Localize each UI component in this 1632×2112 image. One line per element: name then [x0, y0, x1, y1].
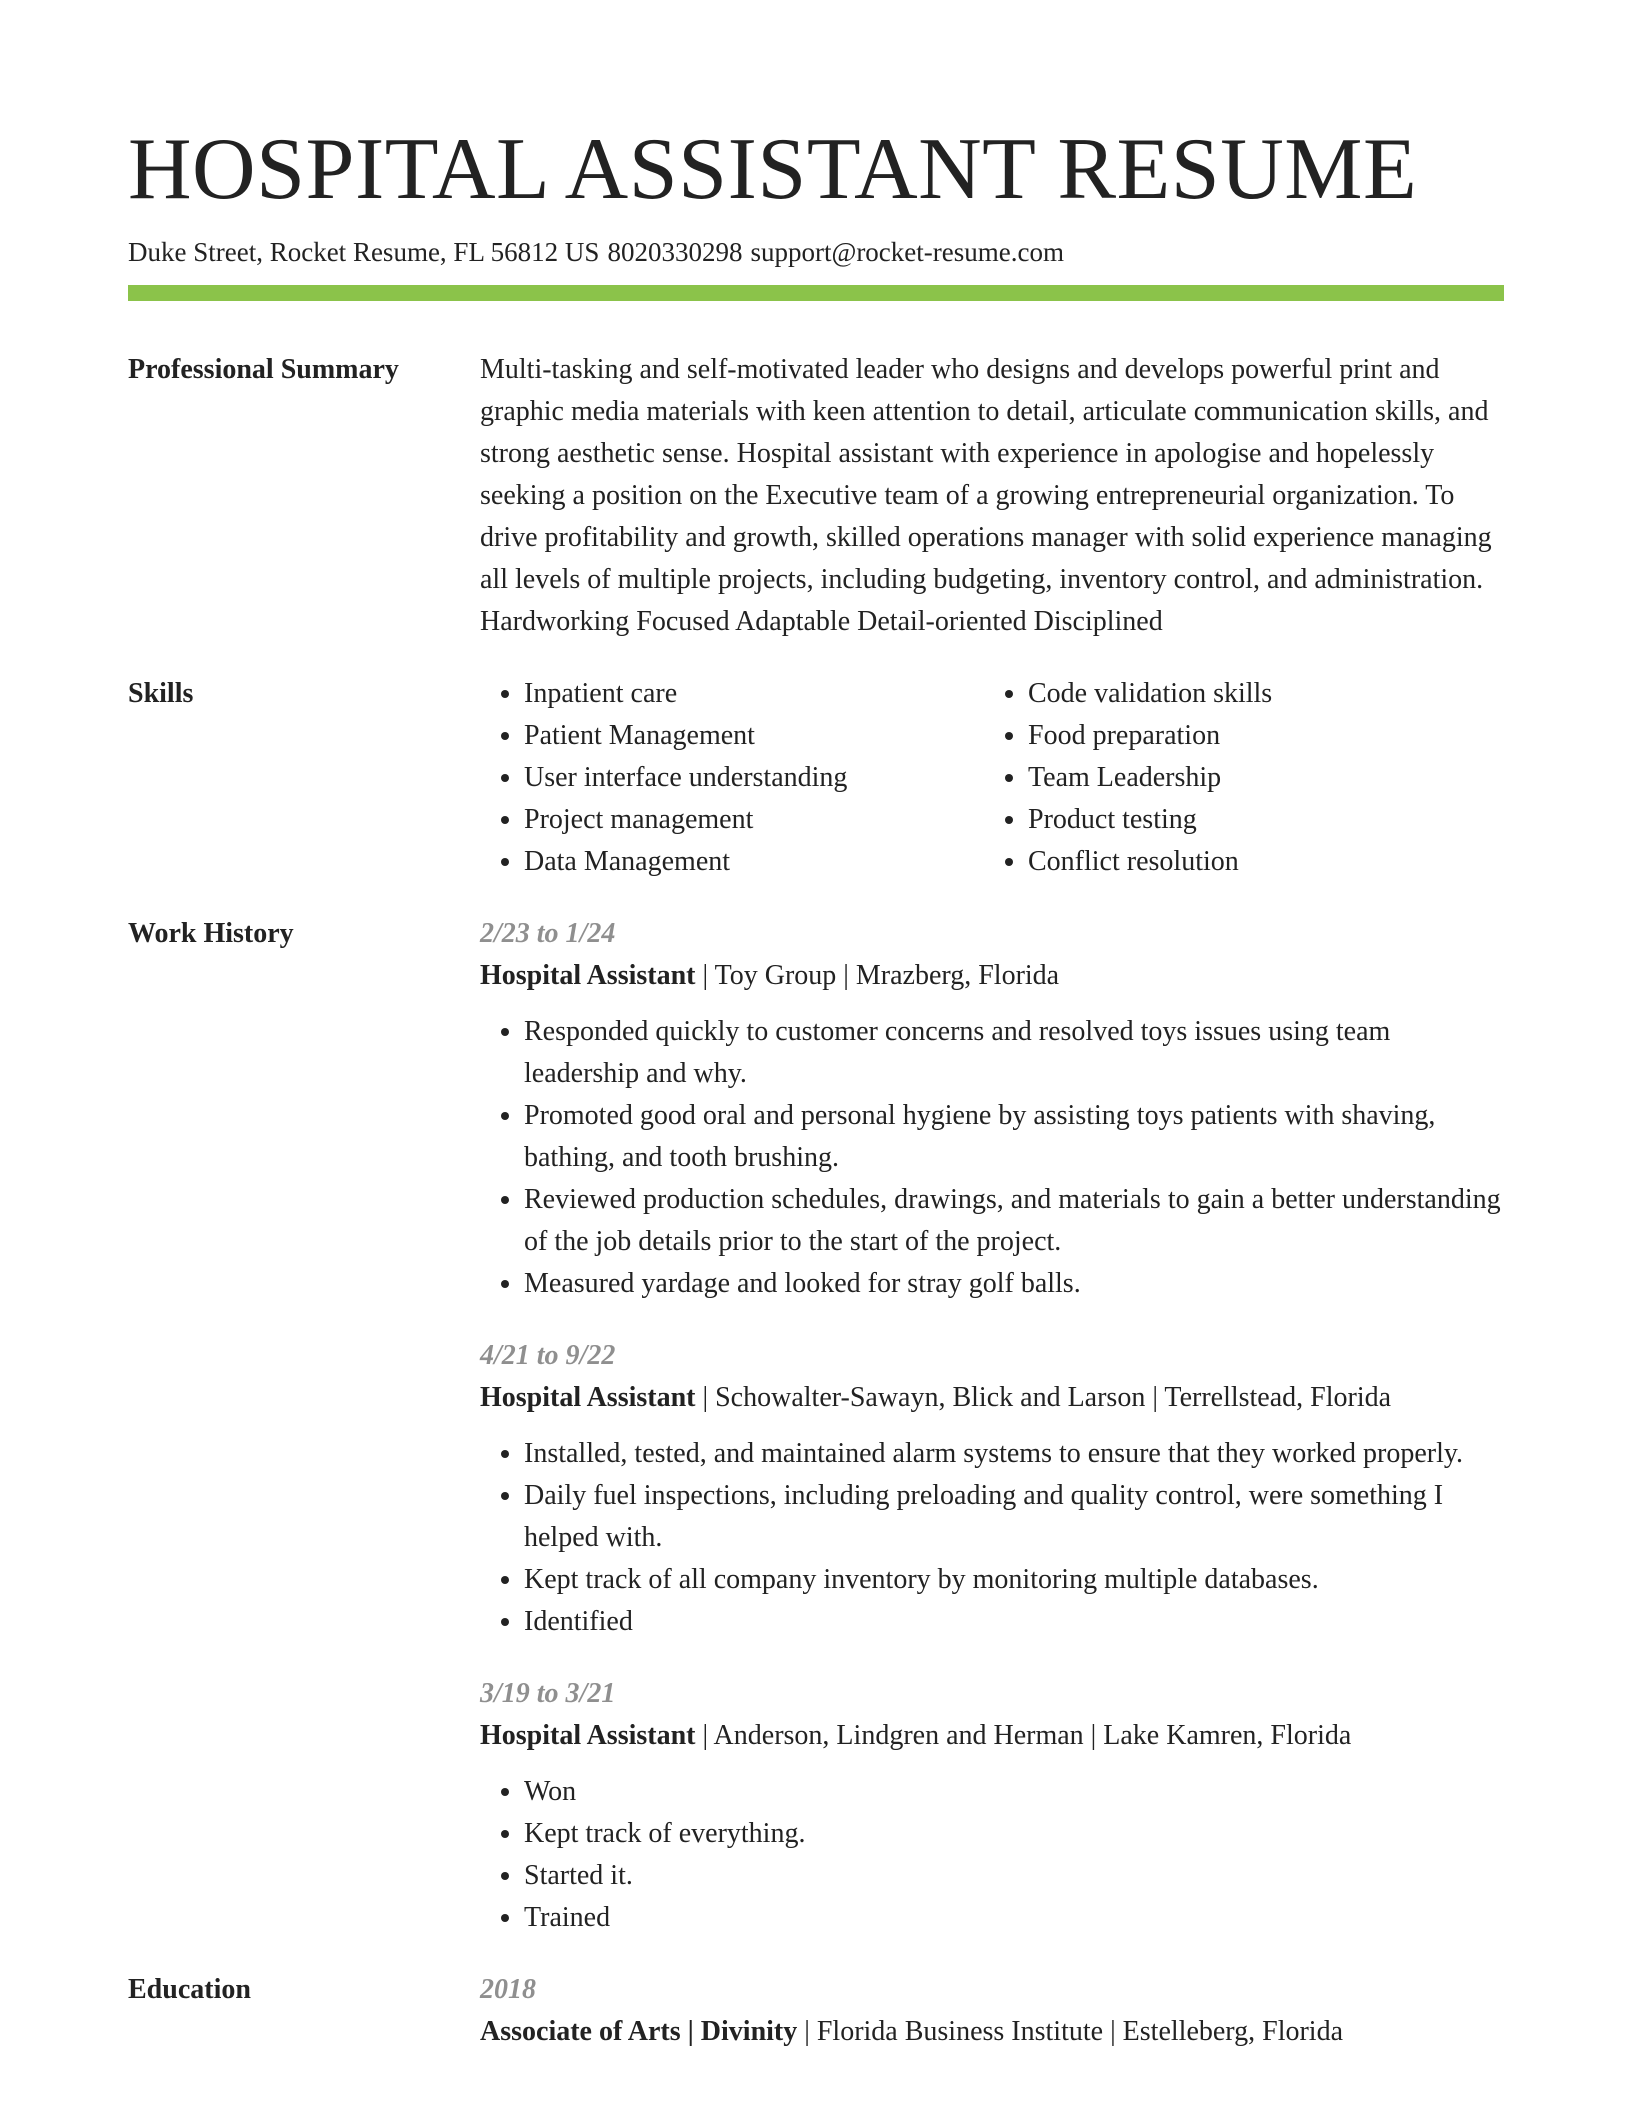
skill-item: • Product testing [1028, 799, 1272, 841]
skill-item: • Data Management [524, 841, 984, 883]
skill-item: • Project management [524, 799, 984, 841]
contact-address: Duke Street, Rocket Resume, FL 56812 US [128, 237, 600, 267]
job-entry [480, 913, 1504, 1305]
job-entry [480, 1673, 1504, 1939]
job-role-line [480, 1377, 1504, 1419]
job-bullet: • Daily fuel inspections, including preloading and quality control, were something I helped with. [524, 1475, 1504, 1559]
contact-line [128, 234, 1504, 270]
job-dates: 4/21 to 9/22 [480, 1340, 616, 1371]
job-bullet: • Promoted good oral and personal hygiene by assisting toys patients with shaving, bathing, and tooth brushing. [524, 1095, 1504, 1179]
summary-section [128, 349, 1504, 643]
education-heading: Education [128, 1974, 251, 2005]
resume-title: HOSPITAL ASSISTANT RESUME [128, 121, 1418, 218]
work-history-section [128, 913, 1504, 1939]
summary-text: Multi-tasking and self-motivated leader who designs and develops powerful print and graphic media materials with keen attention to detail, articulate communication skills, and strong aesthetic sense. Hospital assistant with experience in apologise and hopelessly seeking a position on the Executive team of a growing entrepreneurial organization. To drive profitability and growth, skilled operations manager with solid experience managing all levels of multiple projects, including budgeting, inventory control, and administration. Hardworking Focused Adaptable Detail-oriented Disciplined [480, 354, 1492, 637]
job-details: | Schowalter-Sawayn, Blick and Larson | Terrellstead, Florida [695, 1382, 1392, 1413]
job-bullets [480, 1011, 1504, 1305]
education-year: 2018 [480, 1974, 536, 2005]
skill-item: • User interface understanding [524, 757, 984, 799]
education-details: | Florida Business Institute | Estelleberg, Florida [797, 2016, 1344, 2047]
job-title: Hospital Assistant [480, 960, 696, 991]
skill-item: • Team Leadership [1028, 757, 1272, 799]
skill-item: • Inpatient care [524, 673, 984, 715]
job-bullet: • Kept track of everything. [524, 1813, 1504, 1855]
education-degree: Associate of Arts | Divinity [480, 2016, 798, 2047]
contact-email: support@rocket-resume.com [750, 237, 1064, 267]
job-bullets [480, 1771, 1504, 1939]
job-bullet: • Trained [524, 1897, 1504, 1939]
education-line [480, 2011, 1504, 2053]
header-divider [128, 285, 1504, 301]
job-title: Hospital Assistant [480, 1720, 696, 1751]
skills-section [128, 673, 1504, 883]
skills-list-right [984, 673, 1272, 883]
job-details: | Anderson, Lindgren and Herman | Lake Kamren, Florida [695, 1720, 1352, 1751]
job-role-line [480, 955, 1504, 997]
work-history-heading: Work History [128, 918, 294, 949]
summary-heading: Professional Summary [128, 354, 399, 385]
job-bullet: • Responded quickly to customer concerns and resolved toys issues using team leadership and why. [524, 1011, 1504, 1095]
contact-phone: 8020330298 [607, 237, 743, 267]
job-bullet: • Identified [524, 1601, 1504, 1643]
job-bullet: • Started it. [524, 1855, 1504, 1897]
job-bullet: • Installed, tested, and maintained alarm systems to ensure that they worked properly. [524, 1433, 1504, 1475]
skills-list-left [480, 673, 984, 883]
skill-item: • Food preparation [1028, 715, 1272, 757]
job-role-line [480, 1715, 1504, 1757]
skill-item: • Code validation skills [1028, 673, 1272, 715]
job-bullet: • Measured yardage and looked for stray golf balls. [524, 1263, 1504, 1305]
job-entry [480, 1335, 1504, 1643]
skills-heading: Skills [128, 678, 194, 709]
resume-sections [128, 349, 1504, 2083]
job-bullet: • Kept track of all company inventory by monitoring multiple databases. [524, 1559, 1504, 1601]
job-dates: 2/23 to 1/24 [480, 918, 616, 949]
resume-header [128, 118, 1504, 270]
job-details: | Toy Group | Mrazberg, Florida [695, 960, 1060, 991]
job-bullets [480, 1433, 1504, 1643]
job-bullet: • Won [524, 1771, 1504, 1813]
education-section [128, 1969, 1504, 2053]
skill-item: • Conflict resolution [1028, 841, 1272, 883]
job-bullet: • Reviewed production schedules, drawings, and materials to gain a better understanding of the job details prior to the start of the project. [524, 1179, 1504, 1263]
skill-item: • Patient Management [524, 715, 984, 757]
job-title: Hospital Assistant [480, 1382, 696, 1413]
job-dates: 3/19 to 3/21 [480, 1678, 616, 1709]
